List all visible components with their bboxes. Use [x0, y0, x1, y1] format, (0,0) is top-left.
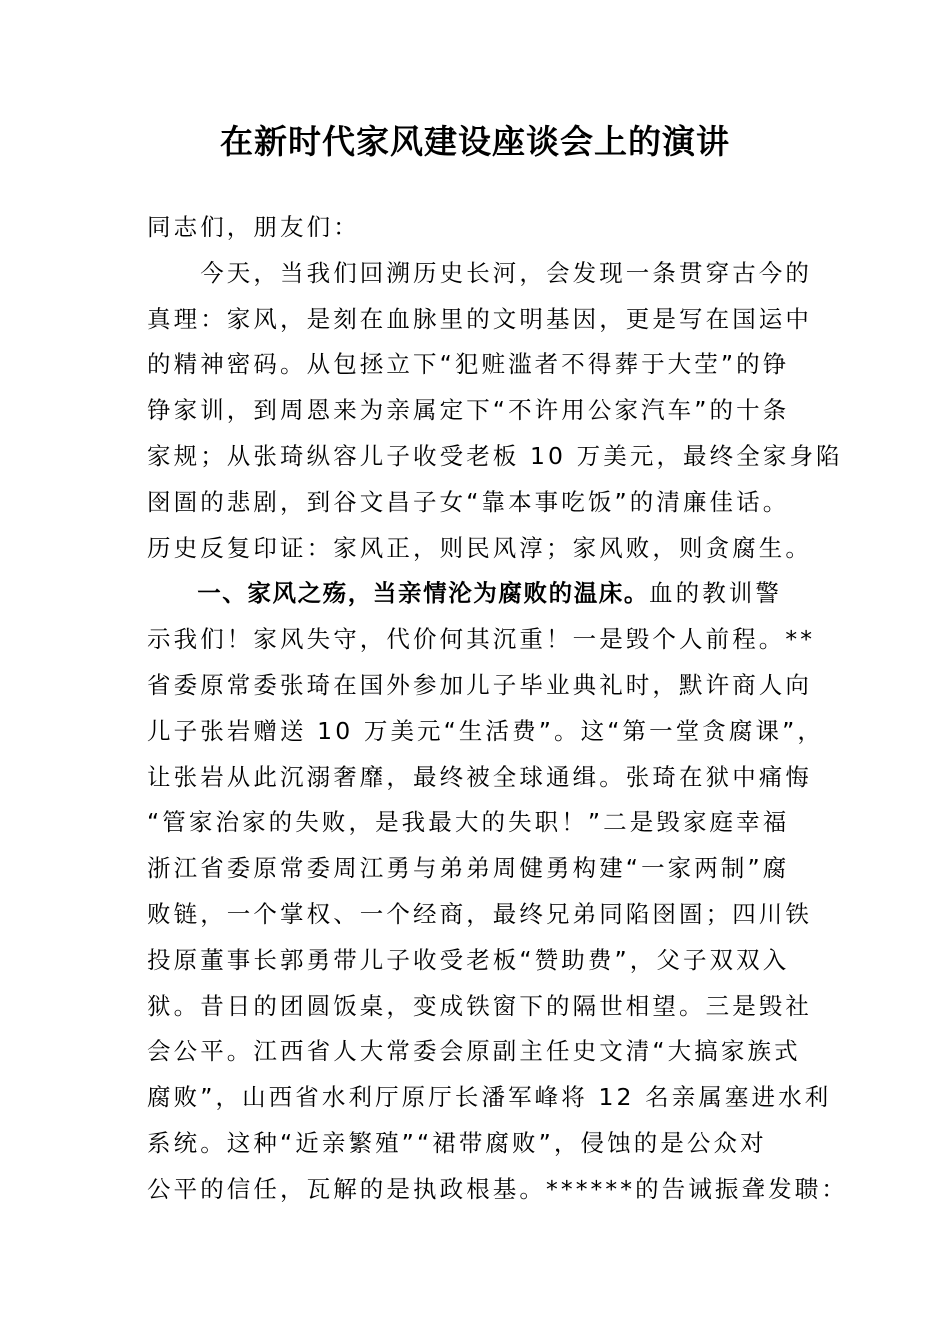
paragraph-line: 公平的信任，瓦解的是执政根基。******的告诫振聋发聩： [147, 1174, 848, 1203]
paragraph-line: 历史反复印证：家风正，则民风淳；家风败，则贪腐生。 [147, 533, 812, 562]
paragraph-line: 今天，当我们回溯历史长河，会发现一条贯穿古今的 [147, 258, 812, 287]
paragraph-line: 让张岩从此沉溺奢靡，最终被全球通缉。张琦在狱中痛悔 [147, 762, 812, 791]
paragraph-line: 浙江省委原常委周江勇与弟弟周健勇构建“一家两制”腐 [147, 854, 790, 883]
paragraph-line: “管家治家的失败，是我最大的失职！”二是毁家庭幸福 [147, 808, 790, 837]
paragraph-line: 家规；从张琦纵容儿子收受老板 10 万美元，最终全家身陷 [147, 441, 843, 470]
paragraph-line: 投原董事长郭勇带儿子收受老板“赞助费”，父子双双入 [147, 945, 790, 974]
salutation: 同志们，朋友们： [147, 213, 360, 241]
paragraph-line: 的精神密码。从包拯立下“犯赃滥者不得葬于大茔”的铮 [147, 350, 790, 379]
paragraph-line: 真理：家风，是刻在血脉里的文明基因，更是写在国运中 [147, 304, 812, 333]
section-heading-line [147, 571, 807, 617]
document-title: 在新时代家风建设座谈会上的演讲 [220, 122, 730, 161]
paragraph-line: 示我们！家风失守，代价何其沉重！一是毁个人前程。** [147, 625, 816, 654]
paragraph-line: 会公平。江西省人大常委会原副主任史文清“大搞家族式 [147, 1037, 801, 1066]
section-heading: 一、家风之殇，当亲情沦为腐败的温床。 [147, 579, 649, 608]
paragraph-line: 狱。昔日的团圆饭桌，变成铁窗下的隔世相望。三是毁社 [147, 991, 812, 1020]
paragraph-line: 腐败”，山西省水利厅原厅长潘军峰将 12 名亲属塞进水利 [147, 1083, 832, 1112]
paragraph-line: 儿子张岩赠送 10 万美元“生活费”。这“第一堂贪腐课”， [147, 716, 824, 745]
paragraph-line: 败链，一个掌权、一个经商，最终兄弟同陷囹圄；四川铁 [147, 899, 812, 928]
paragraph-line: 省委原常委张琦在国外参加儿子毕业典礼时，默许商人向 [147, 670, 812, 699]
section-heading-tail: 血的教训警 [649, 579, 782, 608]
document-body [147, 205, 848, 1213]
paragraph-line: 囹圄的悲剧，到谷文昌子女“靠本事吃饭”的清廉佳话。 [147, 487, 790, 516]
paragraph-line: 系统。这种“近亲繁殖”“裙带腐败”，侵蚀的是公众对 [147, 1128, 767, 1157]
paragraph-line: 铮家训，到周恩来为亲属定下“不许用公家汽车”的十条 [147, 396, 790, 425]
